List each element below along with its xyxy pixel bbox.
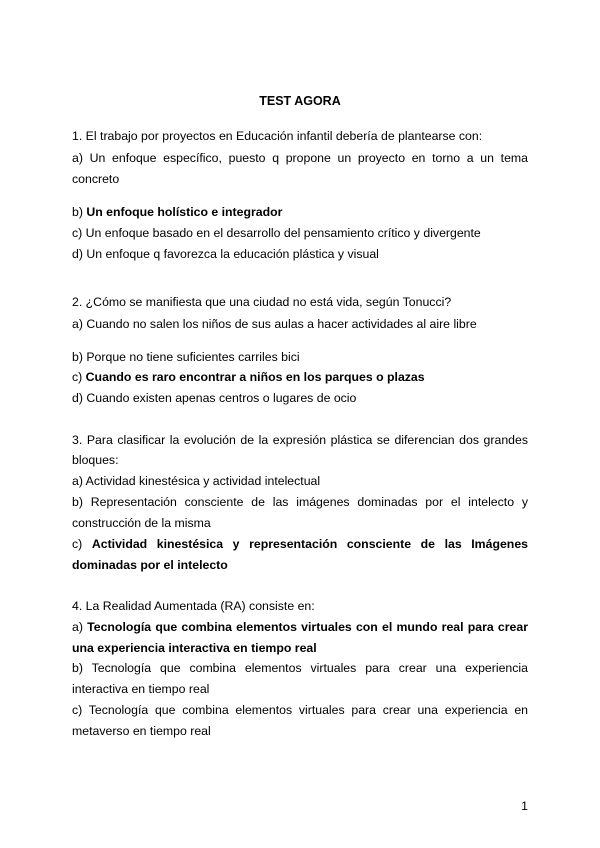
q3-option-c-correct-line1 [72,537,528,551]
q1-option-d: d) Un enfoque q favorezca la educación plástica y visual [72,247,379,261]
q2-option-c-prefix: c) [72,370,83,384]
q1-option-b-correct [72,205,528,219]
q3-option-c-correct-line2: dominadas por el intelecto [72,558,228,572]
q3-option-c-prefix: c) [72,537,83,551]
document-title: TEST AGORA [259,94,341,108]
question-4: 4. La Realidad Aumentada (RA) consiste en: [72,599,315,613]
q1-option-b-text: Un enfoque holístico e integrador [86,205,283,219]
q2-option-c-correct [72,370,528,384]
question-2: 2. ¿Cómo se manifiesta que una ciudad no está vida, según Tonucci? [72,295,452,309]
q1-option-b-prefix: b) [72,205,83,219]
question-3-line1: 3. Para clasificar la evolución de la expresión plástica se diferencian dos grandes [72,433,528,447]
q4-option-c-line2: metaverso en tiempo real [72,724,211,738]
q4-option-a-prefix: a) [72,620,83,634]
question-3-line2: bloques: [72,453,119,467]
q3-option-c-text-line1: Actividad kinestésica y representación consciente de las Imágenes [91,537,528,551]
q3-option-b-line1: b) Representación consciente de las imágenes dominadas por el intelecto y [72,495,528,509]
q4-option-c-line1: c) Tecnología que combina elementos virtuales para crear una experiencia en [72,703,528,717]
q2-option-d: d) Cuando existen apenas centros o lugares de ocio [72,391,357,405]
page-number: 1 [521,799,528,813]
q4-option-b-line2: interactiva en tiempo real [72,682,210,696]
q3-option-b-line2: construcción de la misma [72,516,211,530]
q4-option-a-correct-line1 [72,620,528,634]
q2-option-c-text: Cuando es raro encontrar a niños en los parques o plazas [85,370,425,384]
q3-option-a: a) Actividad kinestésica y actividad intelectual [72,474,321,488]
q1-option-a-line2: concreto [72,172,120,186]
q4-option-a-text-line1: Tecnología que combina elementos virtuales con el mundo real para crear [87,620,528,634]
q2-option-a: a) Cuando no salen los niños de sus aulas a hacer actividades al aire libre [72,317,477,331]
question-1: 1. El trabajo por proyectos en Educación infantil debería de plantearse con: [72,129,483,143]
q4-option-b-line1: b) Tecnología que combina elementos virtuales para crear una experiencia [72,661,528,675]
q4-option-a-correct-line2: una experiencia interactiva en tiempo real [72,641,317,655]
q1-option-a-line1: a) Un enfoque específico, puesto q propone un proyecto en torno a un tema [72,151,528,165]
q1-option-c: c) Un enfoque basado en el desarrollo del pensamiento crítico y divergente [72,226,481,240]
q2-option-b: b) Porque no tiene suficientes carriles bici [72,350,300,364]
